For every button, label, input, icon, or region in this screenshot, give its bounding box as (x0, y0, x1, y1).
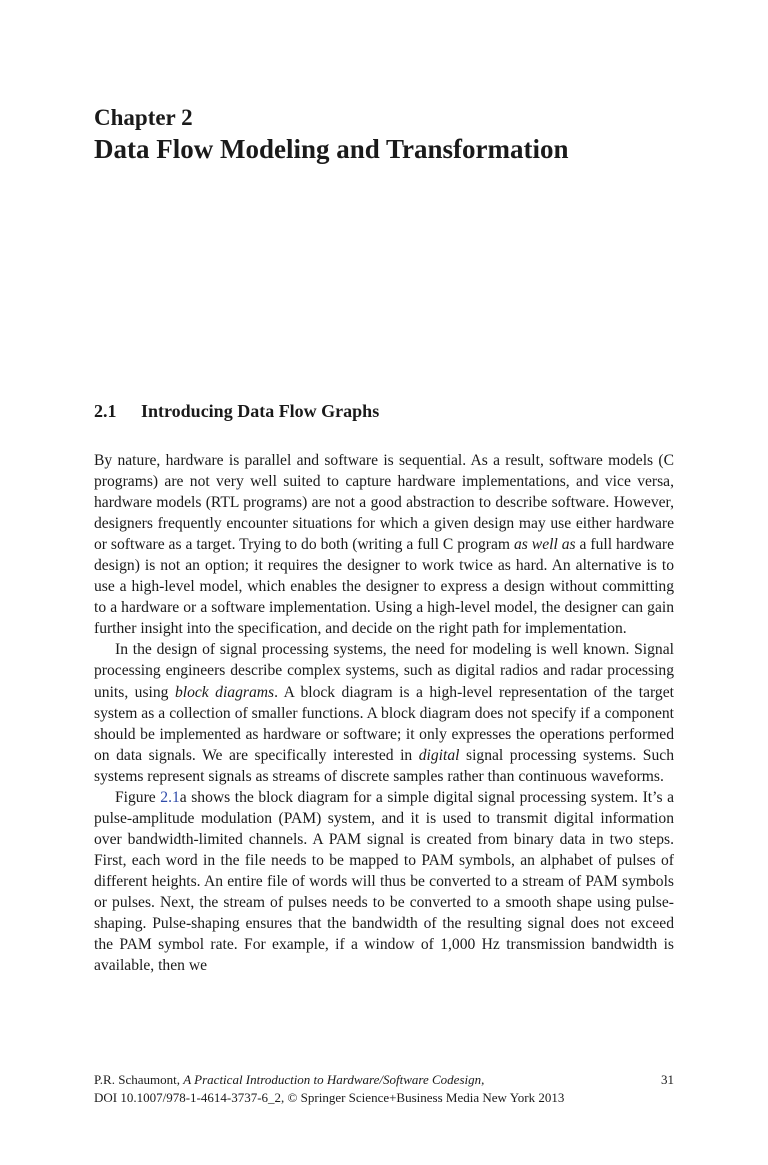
page-footer (94, 1071, 674, 1107)
body-text (94, 450, 674, 976)
emphasis-text: as well as (513, 536, 576, 554)
section-number: 2.1 (94, 401, 117, 421)
paragraph-text: By nature, hardware is parallel and software is sequential. As a result, software models (C programs) are not very well suited to capture hardware implementations, and vice versa, hardware models (RTL programs) are not a good abstraction to describe software. However, designers frequently encounter situations for which a given design may use either hardware or software as a target. Trying to do both (writing a full C program (94, 452, 674, 554)
emphasis-text: block diagrams (174, 683, 275, 701)
footer-comma: , (481, 1072, 485, 1087)
page-number: 31 (661, 1072, 674, 1087)
footer-book-title: A Practical Introduction to Hardware/Software Codesign (183, 1072, 482, 1087)
paragraph-text: Figure (115, 788, 161, 806)
footer-author: P.R. Schaumont, (94, 1072, 184, 1087)
paragraph (94, 450, 674, 639)
footer-doi: DOI 10.1007/978-1-4614-3737-6_2, © Springer Science+Business Media New York 2013 (94, 1090, 565, 1105)
chapter-title: Data Flow Modeling and Transformation (94, 134, 569, 164)
paragraph (94, 639, 674, 786)
section-heading (94, 399, 379, 423)
footer-citation (94, 1071, 674, 1089)
paragraph-text: . A block diagram is a high-level representation of the target system as a collection of smaller functions. A block diagram does not specify if a component should be implemented as hardware or software; it only expresses the operations performed on data signals. We are specifically interested in (94, 683, 674, 764)
section-title: Introducing Data Flow Graphs (141, 401, 380, 421)
paragraph-text: signal processing systems. Such systems represent signals as streams of discrete samples rather than continuous waveforms. (94, 746, 674, 785)
figure-reference-link[interactable]: 2.1 (160, 788, 180, 806)
paragraph-text: a full hardware design) is not an option; it requires the designer to work twice as hard. An alternative is to use a high-level model, which enables the designer to express a design without committing to a hardware or a software implementation. Using a high-level model, the designer can gain further insight into the specification, and decide on the right path for implementation. (94, 536, 674, 638)
emphasis-text: digital (418, 746, 460, 764)
chapter-label: Chapter 2 (94, 105, 193, 130)
paragraph (94, 787, 674, 976)
paragraph-text: a shows the block diagram for a simple digital signal processing system. It’s a pulse-amplitude modulation (PAM) system, and it is used to transmit digital information over bandwidth-limited channels. A PAM signal is created from binary data in two steps. First, each word in the file needs to be mapped to PAM symbols, an alphabet of pulses of different heights. An entire file of words will thus be converted to a stream of PAM symbols or pulses. Next, the stream of pulses needs to be converted to a smooth shape using pulse-shaping. Pulse-shaping ensures that the bandwidth of the resulting signal does not exceed the PAM symbol rate. For example, if a window of 1,000 Hz transmission bandwidth is available, then we (94, 788, 674, 975)
paragraph-text: In the design of signal processing systems, the need for modeling is well known. Signal processing engineers describe complex systems, such as digital radios and radar processing units, using (94, 641, 674, 701)
book-page (94, 0, 674, 1165)
